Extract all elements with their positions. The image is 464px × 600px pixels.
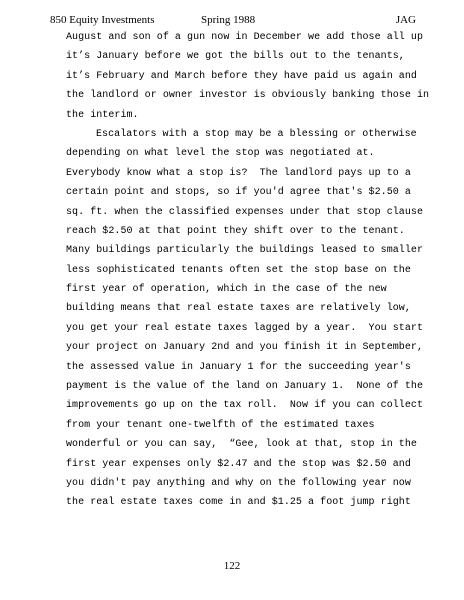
text-line: less sophisticated tenants often set the stop base on the bbox=[66, 264, 411, 276]
page-number: 122 bbox=[223, 560, 241, 572]
transcript-body bbox=[66, 28, 446, 513]
text-line: Many buildings particularly the buildings leased to smaller bbox=[66, 245, 424, 257]
header-initials: JAG bbox=[395, 14, 416, 26]
text-line: certain point and stops, so if you'd agree that's $2.50 a bbox=[66, 187, 411, 199]
text-line: wonderful or you can say, “Gee, look at that, stop in the bbox=[66, 439, 417, 451]
page-header bbox=[50, 13, 416, 27]
text-line: payment is the value of the land on January 1. None of the bbox=[66, 381, 424, 393]
text-line: building means that real estate taxes are relatively low, bbox=[66, 303, 411, 315]
text-line: improvements go up on the tax roll. Now if you can collect bbox=[66, 400, 424, 412]
text-line: the real estate taxes come in and $1.25 a foot jump right bbox=[66, 497, 411, 509]
text-line: August and son of a gun now in December we add those all up bbox=[66, 32, 424, 43]
text-line: the assessed value in January 1 for the succeeding year's bbox=[66, 361, 411, 373]
text-line: the landlord or owner investor is obviously banking those in bbox=[66, 90, 430, 102]
header-term: Spring 1988 bbox=[201, 14, 256, 26]
header-course-title: 850 Equity Investments bbox=[50, 14, 155, 26]
text-line: depending on what level the stop was negotiated at. bbox=[66, 148, 375, 160]
text-line: it’s February and March before they have paid us again and bbox=[66, 70, 417, 82]
text-line: first year of operation, which in the case of the new bbox=[66, 284, 387, 296]
text-line: from your tenant one-twelfth of the estimated taxes bbox=[66, 419, 375, 431]
text-line: sq. ft. when the classified expenses under that stop clause bbox=[66, 206, 424, 218]
text-line: reach $2.50 at that point they shift over to the tenant. bbox=[66, 225, 405, 237]
text-line: the interim. bbox=[66, 109, 139, 121]
text-line: it’s January before we got the bills out to the tenants, bbox=[66, 51, 405, 63]
text-line: you didn't pay anything and why on the following year now bbox=[66, 477, 411, 489]
text-line: you get your real estate taxes lagged by a year. You start bbox=[66, 322, 424, 334]
text-line: your project on January 2nd and you finish it in September, bbox=[66, 342, 424, 354]
paragraph-first-line: Escalators with a stop may be a blessing or otherwise bbox=[96, 128, 417, 140]
text-line: first year expenses only $2.47 and the stop was $2.50 and bbox=[66, 458, 411, 470]
text-line: Everybody know what a stop is? The landlord pays up to a bbox=[66, 167, 411, 179]
